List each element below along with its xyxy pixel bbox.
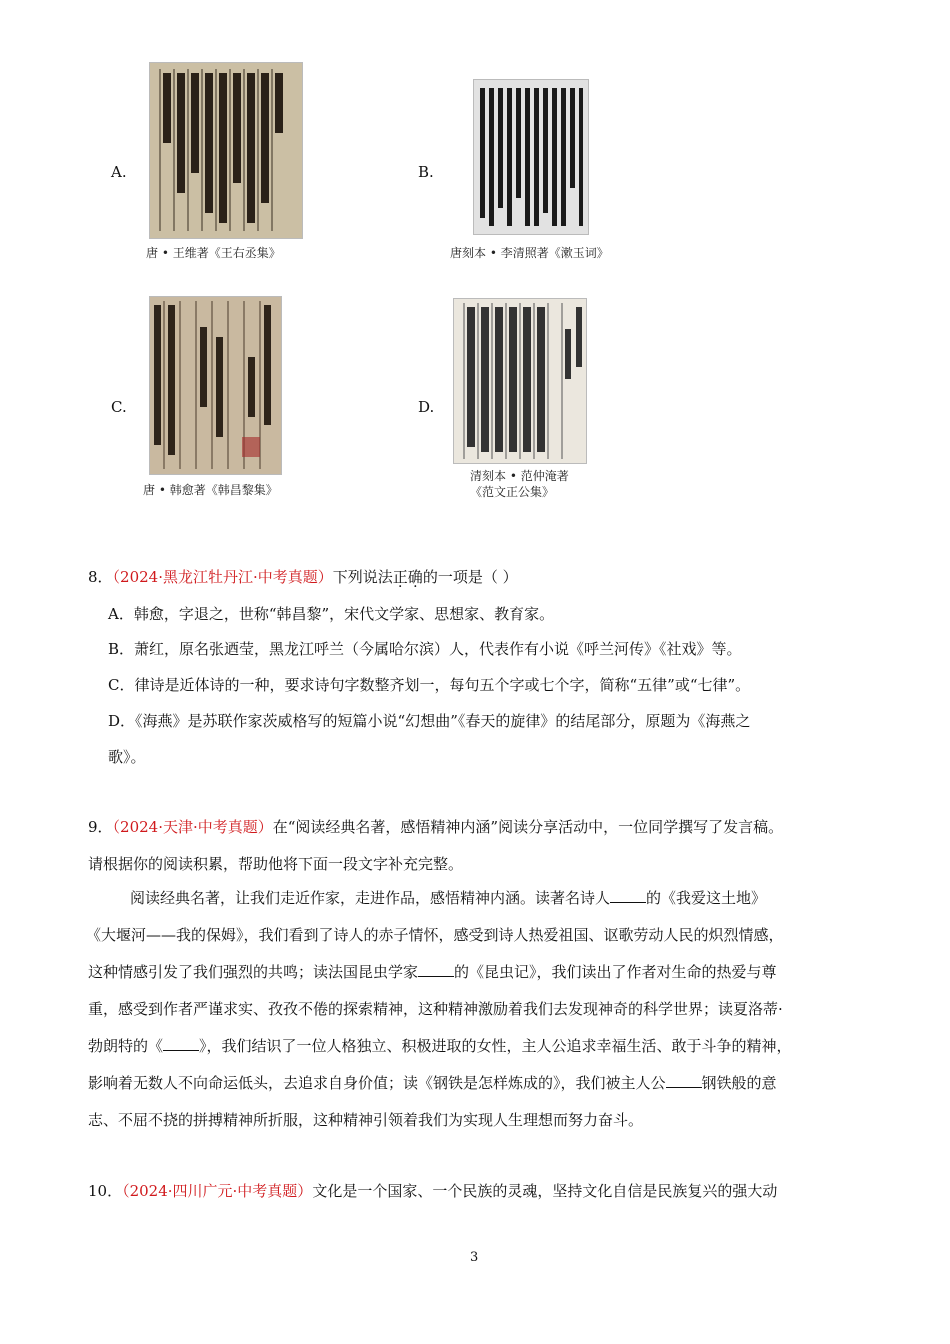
question-8-option-b: B．萧红，原名张迺莹，黑龙江呼兰（今属哈尔滨）人，代表作有小说《呼兰河传》《社戏》等。 [108, 640, 742, 658]
book-scan-c [150, 297, 281, 474]
stem-text: 文化是一个国家、一个民族的灵魂，坚持文化自信是民族复兴的强大动 [312, 1182, 778, 1200]
question-9-stem-line2: 请根据你的阅读积累，帮助他将下面一段文字补充完整。 [88, 855, 464, 873]
question-8-option-d: D．《海燕》是苏联作家茨威格写的短篇小说“幻想曲”《春天的旋律》的结尾部分，原题为《海燕之 [108, 712, 751, 730]
book-scan-b [474, 80, 588, 234]
book-scan-d [454, 299, 586, 463]
question-source: （2024·天津·中考真题） [112, 818, 273, 836]
book-page-image-c [149, 296, 282, 475]
question-8-option-c: C．律诗是近体诗的一种，要求诗句字数整齐划一，每句五个字或七个字，简称“五律”或“七律”。 [108, 676, 751, 694]
question-number: 10． [88, 1182, 123, 1200]
option-b-letter: B. [418, 163, 434, 181]
passage-text: 勃朗特的《 [88, 1037, 164, 1055]
question-source: （2024·四川广元·中考真题） [122, 1182, 313, 1200]
question-8-option-d-cont: 歌》。 [108, 748, 146, 766]
question-10-stem [88, 1180, 777, 1202]
passage-text: 影响着无数人不向命运低头，去追求自身价值；读《钢铁是怎样炼成的》，我们被主人公 [88, 1074, 666, 1092]
passage-line: 志、不屈不挠的拼搏精神所折服，这种精神引领着我们为实现人生理想而努力奋斗。 [88, 1111, 644, 1129]
passage-line [130, 887, 766, 909]
fill-blank-2[interactable] [418, 962, 454, 977]
question-8-stem [88, 566, 518, 588]
figure-d-caption-line1: 清刻本 • 范仲淹著 [470, 469, 569, 483]
question-8-option-a: A．韩愈，字退之，世称“韩昌黎”，宋代文学家、思想家、教育家。 [108, 605, 555, 623]
stem-text: 下列说法 [332, 568, 393, 586]
passage-text: 》，我们结识了一位人格独立、积极进取的女性，主人公追求幸福生活、敢于斗争的精神， [199, 1037, 792, 1055]
passage-line [88, 1072, 777, 1094]
book-page-image-a [149, 62, 303, 239]
question-number: 9． [88, 818, 113, 836]
passage-line: 重，感受到作者严谨求实、孜孜不倦的探索精神，这种精神激励着我们去发现神奇的科学世界；读夏洛蒂· [88, 1000, 783, 1018]
passage-text: 阅读经典名著，让我们走近作家，走进作品，感悟精神内涵。读著名诗人 [130, 889, 611, 907]
passage-text: 钢铁般的意 [701, 1074, 777, 1092]
passage-line [88, 961, 777, 983]
passage-text: 的《我爱这土地》 [646, 889, 767, 907]
option-c-letter: C. [111, 398, 127, 416]
option-a-letter: A. [111, 163, 127, 181]
emphasis-char: 确 [407, 568, 423, 586]
passage-line: 《大堰河——我的保姆》，我们看到了诗人的赤子情怀，感受到诗人热爱祖国、讴歌劳动人民的炽烈情感， [86, 926, 784, 944]
question-9-stem [88, 816, 783, 838]
figure-b-caption: 唐刻本 • 李清照著《漱玉词》 [450, 246, 609, 260]
figure-d-caption-line2: 《范文正公集》 [470, 485, 555, 499]
question-source: （2024·黑龙江牡丹江·中考真题） [112, 568, 333, 586]
stem-text: 的一项是（ ） [422, 568, 518, 586]
book-page-image-b [473, 79, 589, 235]
book-scan-a [150, 63, 302, 238]
page-number: 3 [470, 1250, 479, 1265]
question-number: 8． [88, 568, 113, 586]
option-d-letter: D. [418, 398, 435, 416]
emphasis-char: 正 [392, 568, 408, 586]
passage-text: 的《昆虫记》，我们读出了作者对生命的热爱与尊 [454, 963, 777, 981]
figure-a-caption: 唐 • 王维著《王右丞集》 [146, 246, 281, 260]
figure-c-caption: 唐 • 韩愈著《韩昌黎集》 [143, 483, 278, 497]
stem-text: 在“阅读经典名著，感悟精神内涵”阅读分享活动中，一位同学撰写了发言稿。 [272, 818, 784, 836]
passage-line [88, 1035, 792, 1057]
book-page-image-d [453, 298, 587, 464]
passage-text: 这种情感引发了我们强烈的共鸣；读法国昆虫学家 [88, 963, 419, 981]
fill-blank-4[interactable] [666, 1073, 702, 1088]
fill-blank-3[interactable] [163, 1036, 199, 1051]
fill-blank-1[interactable] [610, 888, 646, 903]
